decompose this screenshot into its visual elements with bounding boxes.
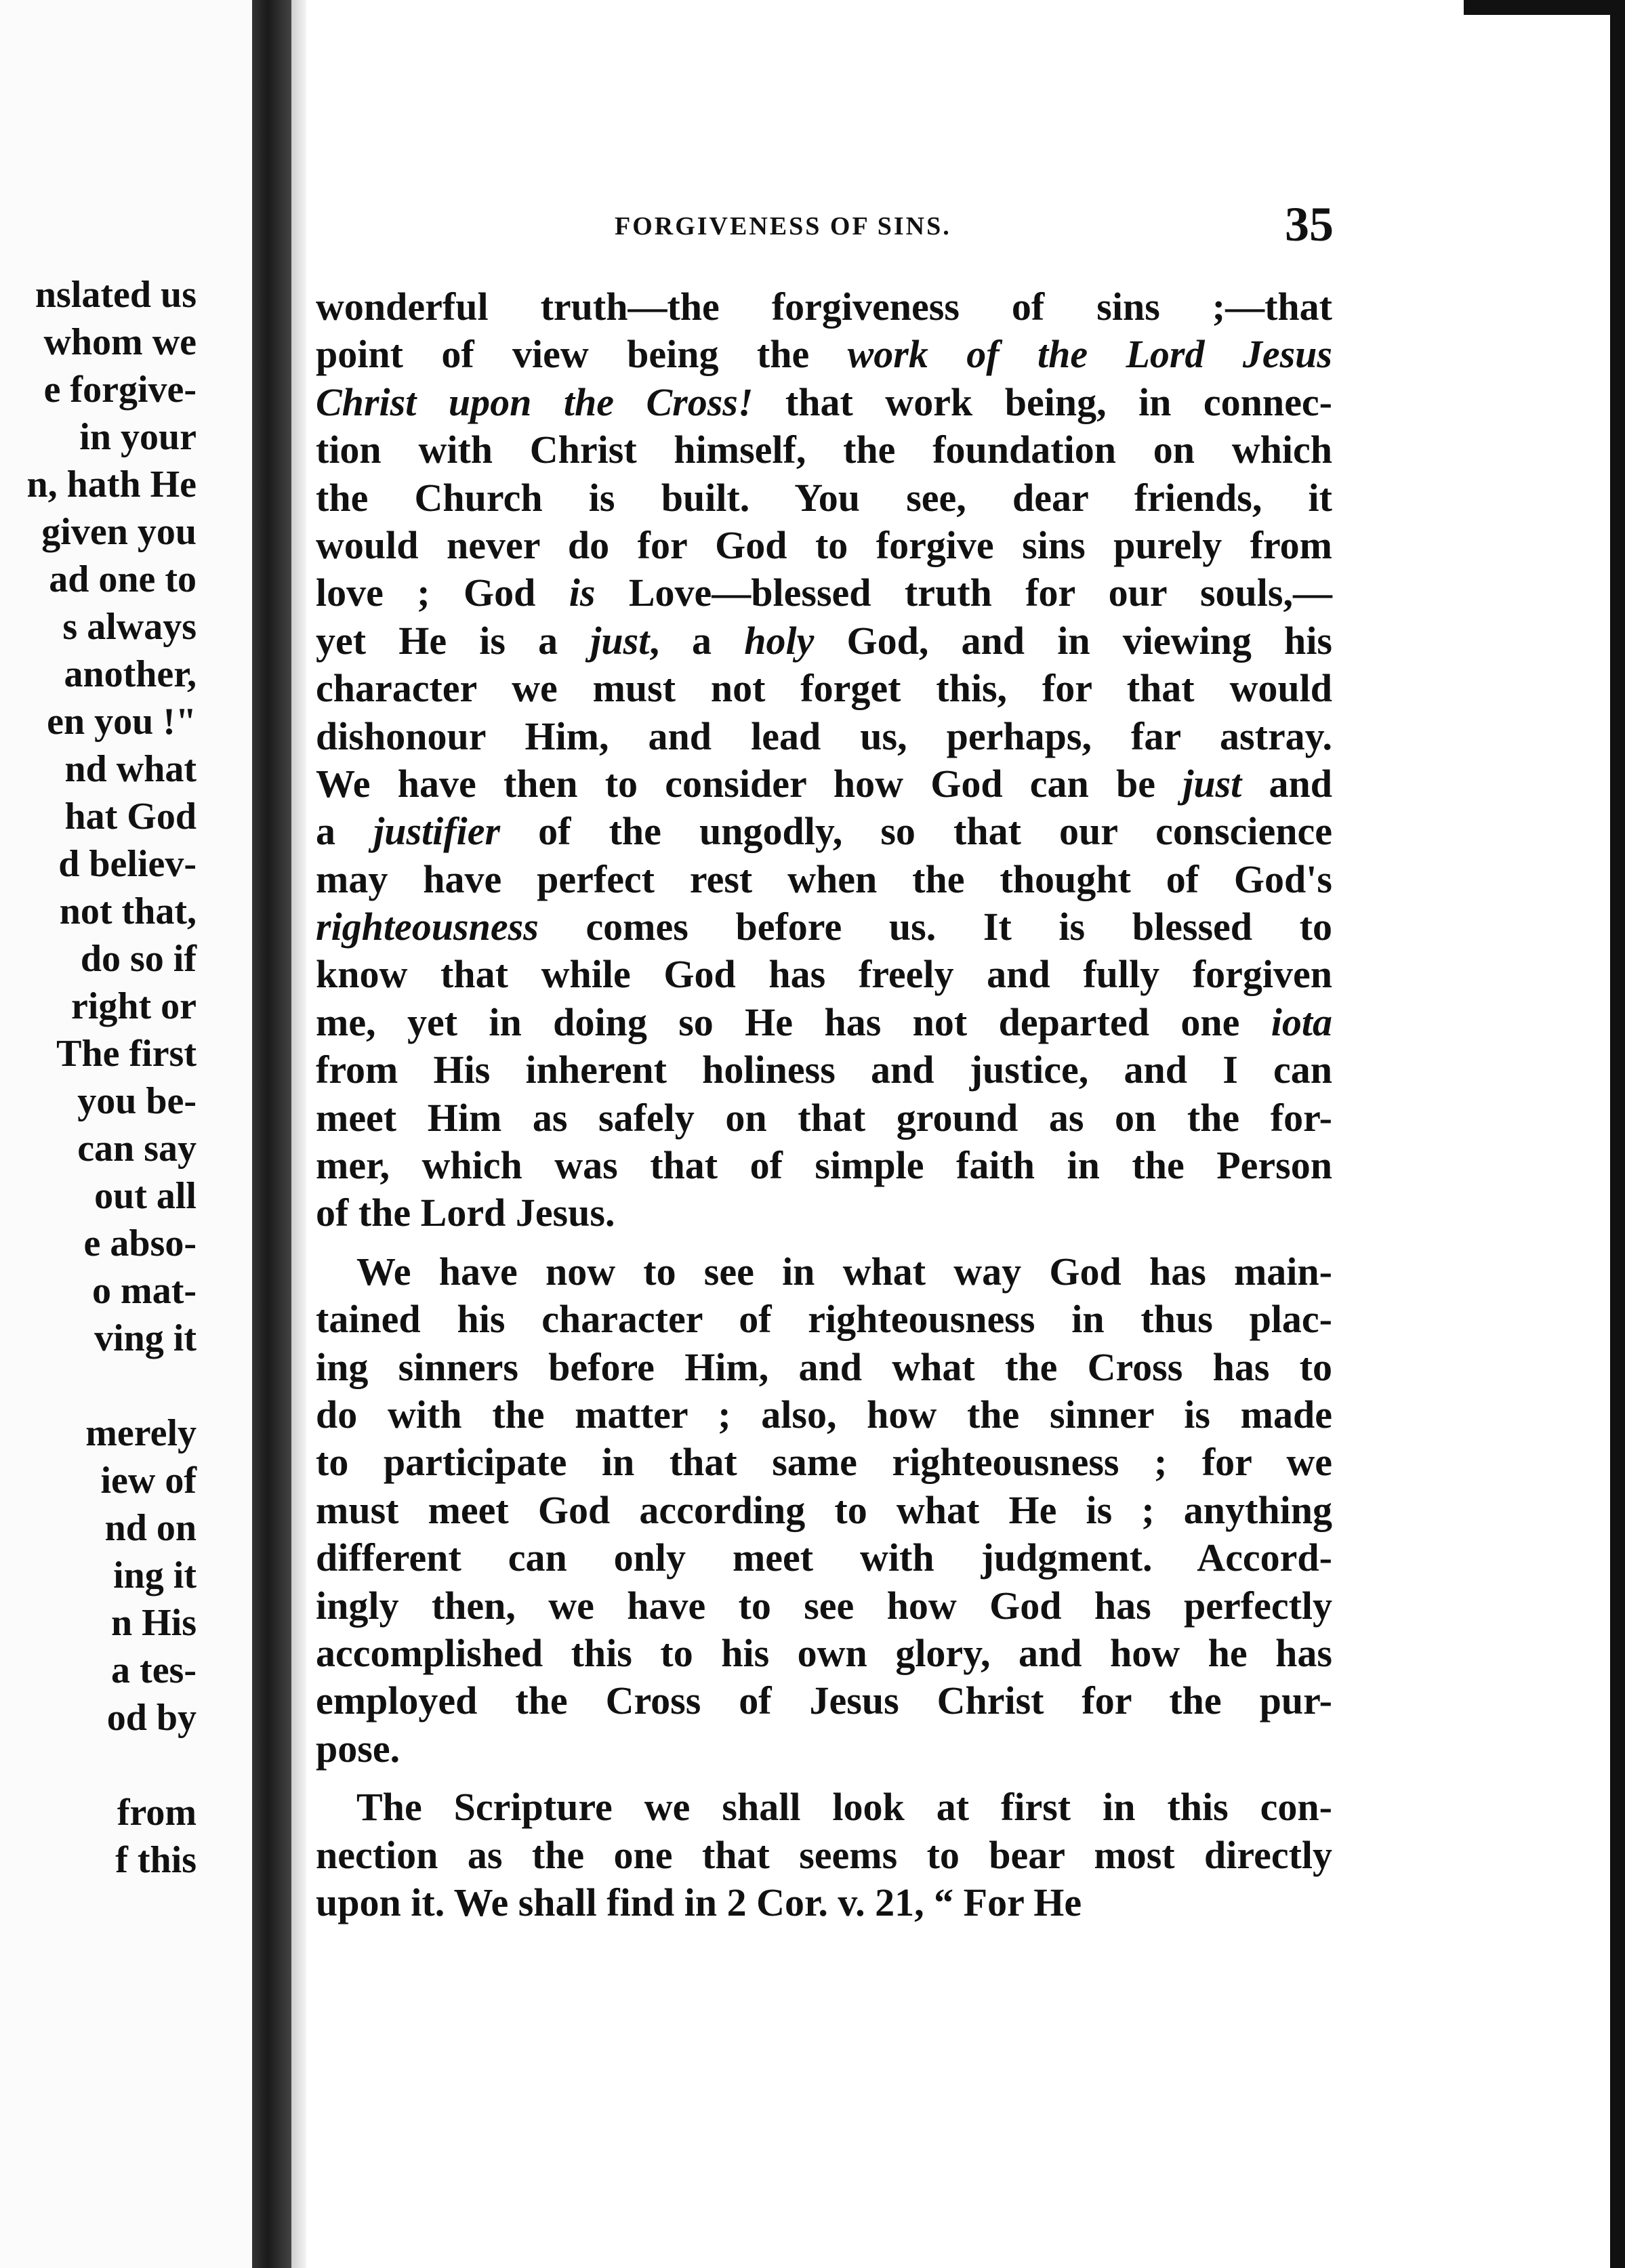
text-line: mer, which was that of simple faith in the Person [316, 1143, 1332, 1188]
left-page-line: nd on [104, 1507, 197, 1549]
text-line: tion with Christ himself, the foundation on which [316, 428, 1332, 472]
running-head: FORGIVENESS OF SINS. [615, 212, 951, 241]
left-page-line [0, 1362, 203, 1409]
text-line: character we must not forget this, for that would [316, 666, 1332, 711]
book-gutter [252, 0, 291, 2268]
left-page-line: ad one to [49, 558, 197, 600]
text-line: nection as the one that seems to bear most directly [316, 1832, 1332, 1877]
text-line: The Scripture we shall look at first in this con- [356, 1785, 1332, 1830]
left-page-line: f this [115, 1839, 197, 1881]
text-line: the Church is built. You see, dear friends, it [316, 475, 1332, 520]
left-page-line: whom we [43, 321, 197, 363]
left-page-line: en you !" [47, 701, 197, 743]
left-page-line: in your [79, 416, 197, 458]
left-page-line: ving it [94, 1317, 197, 1359]
left-page-line: ing it [113, 1554, 197, 1596]
text-line: love ; God is Love—blessed truth for our souls,— [316, 571, 1332, 615]
left-page-line: o mat- [92, 1270, 197, 1312]
text-line: to participate in that same righteousness ; for we [316, 1440, 1332, 1485]
left-page-line: e forgive- [43, 369, 197, 411]
text-line: pose. [316, 1726, 400, 1771]
gutter-shadow [291, 0, 306, 2268]
left-page-line: n, hath He [26, 463, 197, 506]
text-line: meet Him as safely on that ground as on the for- [316, 1095, 1332, 1140]
paragraph-gap [316, 1237, 1332, 1248]
text-line: dishonour Him, and lead us, perhaps, far astray. [316, 714, 1332, 758]
text-line: We have now to see in what way God has main- [356, 1249, 1332, 1294]
scan-edge-top [1464, 0, 1625, 15]
text-line: tained his character of righteousness in thus plac- [316, 1297, 1332, 1342]
left-page-line: iew of [100, 1460, 197, 1502]
text-line: from His inherent holiness and justice, and I can [316, 1048, 1332, 1092]
left-page-line: can say [77, 1128, 197, 1170]
text-line: ing sinners before Him, and what the Cross has to [316, 1344, 1332, 1389]
text-line: must meet God according to what He is ; anything [316, 1487, 1332, 1532]
body-text [316, 283, 1332, 1926]
text-line: point of view being the work of the Lord Jesus [316, 332, 1333, 377]
page-header [306, 197, 1354, 257]
text-line: yet He is a just, a holy God, and in viewing his [316, 618, 1332, 663]
left-page-line: d believ- [58, 843, 197, 885]
left-page-line: nslated us [35, 274, 197, 316]
left-page-line: merely [85, 1412, 197, 1454]
text-line: different can only meet with judgment. Accord- [316, 1535, 1332, 1580]
text-line: accomplished this to his own glory, and how he has [316, 1630, 1332, 1675]
text-line: do with the matter ; also, how the sinner is made [316, 1392, 1332, 1437]
left-page-line: out all [94, 1175, 197, 1217]
text-line: righteousness comes before us. It is blessed to [316, 905, 1332, 949]
left-page-line: hat God [64, 796, 197, 838]
left-page-line: n His [110, 1602, 197, 1644]
text-line: We have then to consider how God can be just and [316, 761, 1333, 806]
left-page-line: given you [41, 511, 197, 553]
left-page-line [0, 1741, 203, 1789]
text-line: Christ upon the Cross! that work being, in connec- [316, 379, 1332, 424]
text-line: employed the Cross of Jesus Christ for the pur- [316, 1678, 1332, 1723]
text-line: ingly then, we have to see how God has perfectly [316, 1583, 1332, 1628]
left-page-line: od by [106, 1697, 197, 1739]
left-page-line: a tes- [111, 1649, 197, 1691]
left-page-line: e abso- [83, 1222, 197, 1264]
left-page-line: nd what [64, 748, 197, 790]
left-page-line: another, [64, 653, 197, 695]
scan-edge [1610, 0, 1625, 2268]
text-line: would never do for God to forgive sins purely from [316, 522, 1332, 567]
left-facing-page [0, 0, 252, 2268]
text-line: may have perfect rest when the thought of God's [316, 857, 1332, 901]
left-page-line: s always [62, 606, 197, 648]
left-page-line: The first [56, 1033, 197, 1075]
paragraph-gap [316, 1773, 1332, 1784]
left-page-line: not that, [59, 890, 197, 932]
left-page-line: right or [70, 985, 197, 1027]
text-line: me, yet in doing so He has not departed one iota [316, 999, 1332, 1044]
left-page-text [0, 271, 203, 1884]
left-page-line: do so if [80, 938, 197, 980]
text-line: wonderful truth—the forgiveness of sins ;—that [316, 285, 1332, 329]
left-page-line: you be- [77, 1080, 197, 1122]
page-number: 35 [1285, 197, 1334, 251]
text-line: upon it. We shall find in 2 Cor. v. 21, “ For He [316, 1880, 1082, 1924]
text-line: know that while God has freely and fully forgiven [316, 952, 1332, 997]
text-line: a justifier of the ungodly, so that our conscience [316, 809, 1333, 854]
text-line: of the Lord Jesus. [316, 1191, 615, 1235]
left-page-line: from [117, 1792, 197, 1834]
